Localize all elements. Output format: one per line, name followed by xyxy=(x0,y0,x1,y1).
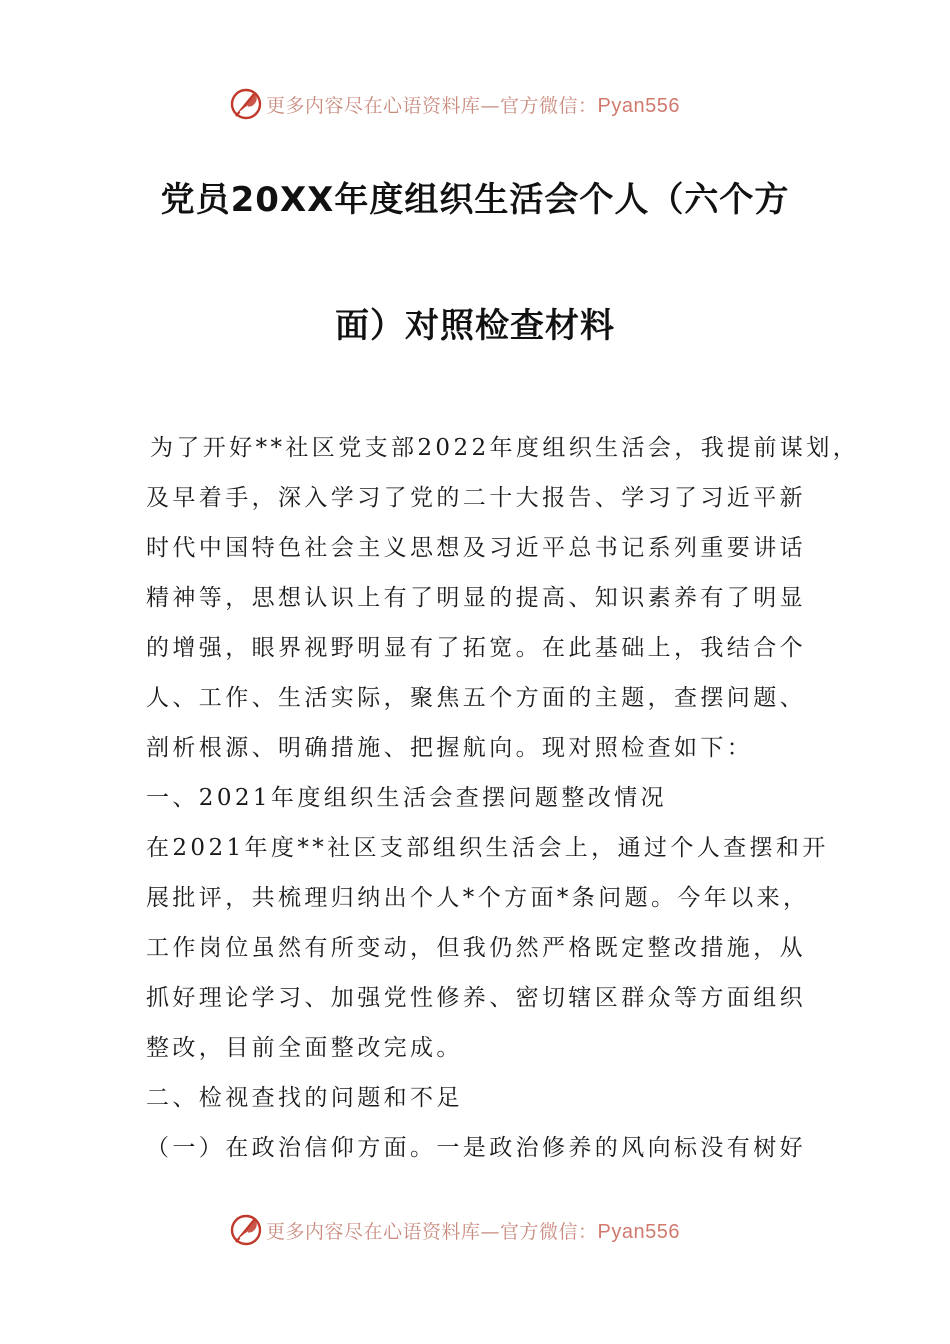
body-line: 整改，目前全面整改完成。 xyxy=(146,1035,463,1061)
watermark-text xyxy=(266,91,680,118)
document-title-line-2: 面）对照检查材料 xyxy=(335,306,615,346)
body-line: 时代中国特色社会主义思想及习近平总书记系列重要讲话 xyxy=(146,535,806,561)
quill-logo-icon xyxy=(228,86,264,122)
watermark-footer xyxy=(228,1210,680,1250)
body-line: 展批评，共梳理归纳出个人*个方面*条问题。今年以来， xyxy=(146,885,810,911)
document-body xyxy=(146,423,860,1173)
watermark-wechat-id: Pyan556 xyxy=(597,94,680,117)
section-heading-1: 一、2021年度组织生活会查摆问题整改情况 xyxy=(146,785,667,811)
body-line: 及早着手，深入学习了党的二十大报告、学习了习近平新 xyxy=(146,485,806,511)
watermark-text xyxy=(266,1217,680,1244)
body-line: 在2021年度**社区支部组织生活会上，通过个人查摆和开 xyxy=(146,835,829,861)
watermark-wechat-id: Pyan556 xyxy=(597,1220,680,1243)
body-line: 剖析根源、明确措施、把握航向。现对照检查如下： xyxy=(146,735,754,761)
body-line: 精神等，思想认识上有了明显的提高、知识素养有了明显 xyxy=(146,585,806,611)
subsection-line: （一）在政治信仰方面。一是政治修养的风向标没有树好 xyxy=(146,1135,806,1161)
body-line: 人、工作、生活实际，聚焦五个方面的主题，查摆问题、 xyxy=(146,685,806,711)
body-line: 抓好理论学习、加强党性修养、密切辖区群众等方面组织 xyxy=(146,985,806,1011)
body-line: 为了开好**社区党支部2022年度组织生活会，我提前谋划， xyxy=(150,435,860,461)
section-heading-2: 二、检视查找的问题和不足 xyxy=(146,1085,463,1111)
body-line: 的增强，眼界视野明显有了拓宽。在此基础上，我结合个 xyxy=(146,635,806,661)
body-line: 工作岗位虽然有所变动，但我仍然严格既定整改措施，从 xyxy=(146,935,806,961)
watermark-slogan: 更多内容尽在心语资料库—官方微信： xyxy=(266,94,598,117)
watermark-header xyxy=(228,84,680,124)
watermark-slogan: 更多内容尽在心语资料库—官方微信： xyxy=(266,1220,598,1243)
quill-logo-icon xyxy=(228,1212,264,1248)
document-title-line-1: 党员20XX年度组织生活会个人（六个方 xyxy=(160,180,790,220)
